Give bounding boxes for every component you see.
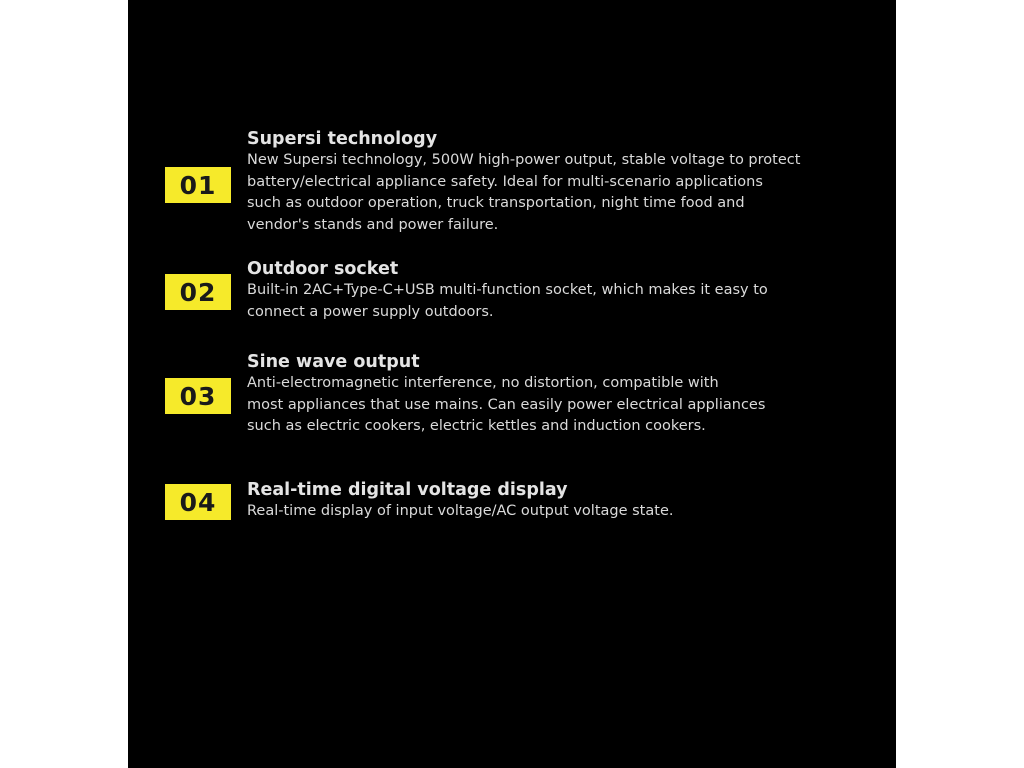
feature-panel [128, 0, 896, 768]
feature-description-line: connect a power supply outdoors. [247, 303, 494, 320]
feature-description-line: Anti-electromagnetic interference, no distortion, compatible with [247, 375, 719, 391]
feature-title: Sine wave output [247, 352, 420, 372]
feature-number-badge: 04 [165, 484, 231, 520]
feature-description-line: Built-in 2AC+Type-C+USB multi-function socket, which makes it easy to [247, 282, 768, 298]
feature-title: Supersi technology [247, 129, 438, 149]
feature-description [247, 280, 847, 323]
feature-title: Real-time digital voltage display [247, 480, 568, 500]
feature-description [247, 501, 847, 523]
feature-number-badge: 03 [165, 378, 231, 414]
feature-description-line: battery/electrical appliance safety. Ideal for multi-scenario applications [247, 173, 763, 190]
feature-description-line: Real-time display of input voltage/AC output voltage state. [247, 503, 674, 519]
feature-description [247, 373, 847, 438]
feature-description-line: most appliances that use mains. Can easily power electrical appliances [247, 396, 766, 413]
feature-description-line: such as outdoor operation, truck transportation, night time food and [247, 195, 745, 211]
feature-description-line: vendor's stands and power failure. [247, 216, 499, 233]
feature-number-badge: 01 [165, 167, 231, 203]
feature-description [247, 150, 847, 236]
feature-description-line: such as electric cookers, electric kettles and induction cookers. [247, 418, 706, 434]
feature-description-line: New Supersi technology, 500W high-power output, stable voltage to protect [247, 152, 801, 168]
feature-number-badge: 02 [165, 274, 231, 310]
feature-title: Outdoor socket [247, 259, 399, 279]
